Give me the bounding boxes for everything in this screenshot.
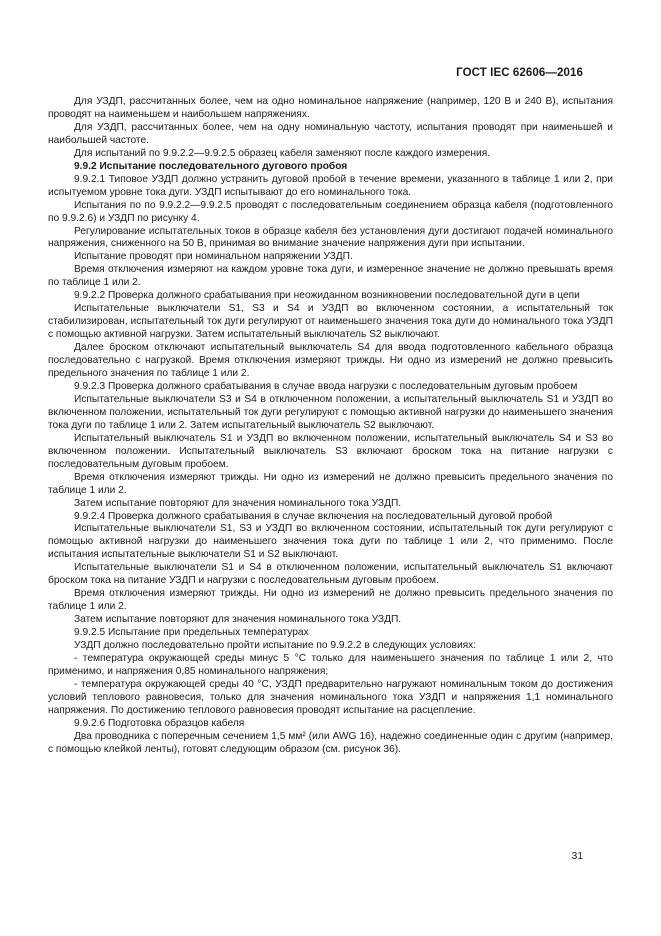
paragraph: Испытательные выключатели S3 и S4 в отключенном положении, а испытательный выключатель S1 и УЗДП во включенном положении, испытательный ток дуги регулируют с помощью активной нагрузки до наименьшего значения тока дуги по таблице 1 или 2. Затем испытательный выключатель S2 выключают. [48,393,613,431]
paragraph: Два проводника с поперечным сечением 1,5 мм² (или AWG 16), надежно соединенные один с другим (например, с помощью клейкой ленты), готовят следующим образом (см. рисунок 36). [48,730,613,755]
document-body [48,96,613,757]
paragraph: Испытательные выключатели S1 и S4 в отключенном положении, испытательный выключатель S1 включают броском тока на питание УЗДП и нагрузки с последовательным дуговым пробоем. [48,562,613,587]
subsection-heading: 9.9.2.6 Подготовка образцов кабеля [74,717,245,729]
paragraph: Испытания по по 9.9.2.2—9.9.2.5 проводят с последовательным соединением образца кабеля (подготовленного по 9.9.2.6) и УЗДП по рисунку 4. [48,199,613,224]
paragraph: Затем испытание повторяют для значения номинального тока УЗДП. [74,497,402,509]
subsection-heading: 9.9.2.5 Испытание при предельных температурах [74,627,309,639]
paragraph: Время отключения измеряют на каждом уровне тока дуги, и измеренное значение не должно превышать время по таблице 1 или 2. [48,264,613,289]
paragraph: Испытание проводят при номинальном напряжении УЗДП. [74,251,353,263]
paragraph: Испытательные выключатели S1, S3 и S4 и УЗДП во включенном состоянии, а испытательный ток стабилизирован, испытательный ток дуги регулируют от наименьшего значения тока дуги до номинального тока УЗДП с помощью активной нагрузки. Затем испытательный выключатель S2 выключают. [48,303,613,341]
subsection-heading: 9.9.2.2 Проверка должного срабатывания при неожиданном возникновении последовательной дуги в цепи [74,290,580,302]
paragraph: 9.9.2.1 Типовое УЗДП должно устранить дуговой пробой в течение времени, указанного в таблице 1 или 2, при испытуемом уровне тока дуги. УЗДП испытывают до его номинального тока. [48,173,613,198]
list-item: - температура окружающей среды минус 5 °С только для наименьшего значения по таблице 1 или 2, что применимо, и напряжения 0,85 номинального напряжения; [48,652,613,677]
section-heading: 9.9.2 Испытание последовательного дугового пробоя [74,160,348,172]
document-header: ГОСТ IEC 62606—2016 [456,67,583,79]
paragraph: Для испытаний по 9.9.2.2—9.9.2.5 образец кабеля заменяют после каждого измерения. [74,147,491,159]
subsection-heading: 9.9.2.4 Проверка должного срабатывания в случае включения на последовательный дуговой пробой [74,510,553,522]
paragraph: Затем испытание повторяют для значения номинального тока УЗДП. [74,614,402,626]
paragraph: Испытательный выключатель S1 и УЗДП во включенном положении, испытательный выключатель S4 и S3 во включенном положении. Испытательный выключатель S3 включают броском тока на питание нагрузки с последовательным дуговым пробоем. [48,432,613,470]
paragraph: Время отключения измеряют трижды. Ни одно из измерений не должно превысить предельного значения по таблице 1 или 2. [48,471,613,496]
subsection-heading: 9.9.2.3 Проверка должного срабатывания в случае ввода нагрузки с последовательным дуговым пробоем [74,380,578,392]
list-item: - температура окружающей среды 40 °С, УЗДП предварительно нагружают номинальным током до достижения условий теплового равновесия, только для значения номинального тока УЗДП и напряжения 1,1 номинального напряжения. По достижению теплового равновесия проводят испытание на расцепление. [48,678,613,716]
paragraph: Испытательные выключатели S1, S3 и УЗДП во включенном состоянии, испытательный ток дуги регулируют с помощью активной нагрузки до наименьшего значения тока дуги по таблице 1 или 2, что применимо. После испытания испытательные выключатели S1 и S2 выключают. [48,523,613,561]
page-number: 31 [571,851,583,862]
paragraph: УЗДП должно последовательно пройти испытание по 9.9.2.2 в следующих условиях: [74,640,477,652]
paragraph: Регулирование испытательных токов в образце кабеля без установления дуги достигают подачей номинального напряжения, сниженного на 50 В, принимая во внимание значение напряжения дуги при испытании. [48,225,613,250]
paragraph: Время отключения измеряют трижды. Ни одно из измерений не должно превысить предельного значения по таблице 1 или 2. [48,588,613,613]
paragraph: Для УЗДП, рассчитанных более, чем на одно номинальное напряжение (например, 120 В и 240 В), испытания проводят на наименьшем и наибольшем напряжениях. [48,96,613,120]
paragraph: Для УЗДП, рассчитанных более, чем на одну номинальную частоту, испытания проводят при наименьшей и наибольшей частоте. [48,121,613,146]
paragraph: Далее броском отключают испытательный выключатель S4 для ввода подготовленного кабельного образца последовательно с нагрузкой. Время отключения измеряют трижды. Ни одно из измерений не должно превысить предельного значения по таблице 1 или 2. [48,342,613,380]
